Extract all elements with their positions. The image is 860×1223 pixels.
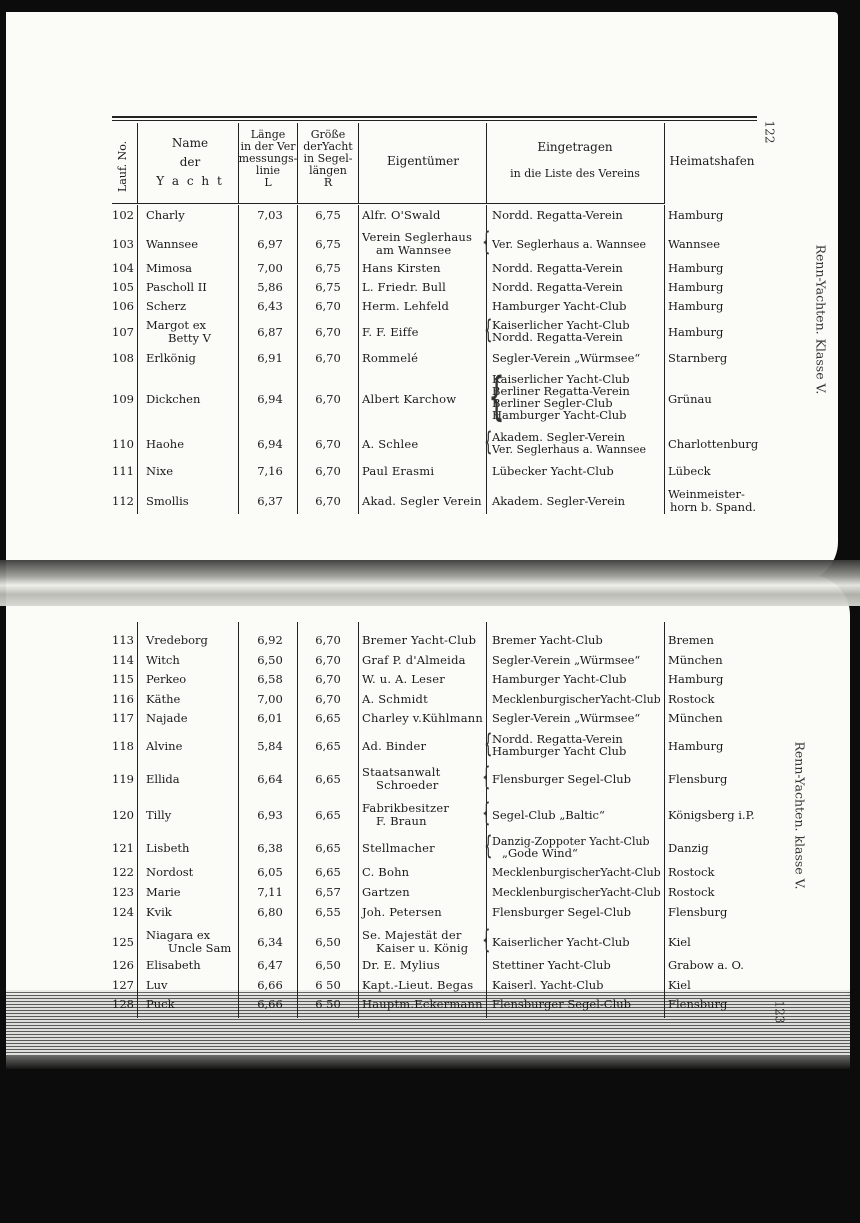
laenge-value: 6,94 (257, 391, 283, 406)
laenge-value: 6,66 (257, 997, 283, 1011)
lauf-no: 103 (112, 236, 134, 251)
page-edges-shadow (6, 1055, 850, 1069)
owner-name: Graf P. d'Almeida (362, 653, 466, 667)
groesse-value: 6,70 (315, 672, 341, 686)
owner-name: Albert Karchow (362, 391, 457, 406)
home-port: München (668, 711, 723, 725)
header-lauf-no: Lauf. No. (116, 140, 129, 192)
yacht-name: Witch (146, 653, 180, 667)
yacht-name: Käthe (146, 692, 181, 706)
top-rule-thin (112, 120, 757, 121)
page1-col-divider (297, 205, 298, 514)
page2-col-divider (358, 622, 359, 1018)
owner-name: Joh. Petersen (362, 905, 442, 919)
header-eigentuemer: Eigentümer (387, 154, 459, 168)
yacht-name: Charly (146, 208, 185, 222)
registered-club: Segler-Verein „Würmsee“ (492, 351, 641, 365)
laenge-value: 6,87 (257, 324, 283, 339)
lauf-no: 122 (112, 865, 134, 879)
header-name: Name (171, 136, 209, 150)
groesse-value: 6,65 (315, 840, 341, 855)
home-port: Starnberg (668, 351, 728, 365)
yacht-name: Dickchen (146, 391, 201, 406)
registered-club: Nordd. Regatta-Verein (492, 732, 623, 746)
registered-club: Kaiserlicher Yacht-Club (492, 372, 630, 386)
header-col-divider (238, 123, 239, 203)
yacht-name: Mimosa (146, 261, 193, 275)
groesse-value: 6,70 (315, 436, 341, 451)
yacht-name: Luv (146, 978, 168, 992)
lauf-no: 124 (112, 905, 134, 919)
registered-club: Segel-Club „Baltic“ (492, 807, 605, 822)
groesse-value: 6,65 (315, 771, 341, 786)
laenge-value: 7,00 (257, 692, 283, 706)
yacht-name: Puck (146, 997, 175, 1011)
lauf-no: 104 (112, 261, 134, 275)
owner-name: A. Schlee (362, 436, 419, 451)
registered-club: Kaiserl. Yacht-Club (492, 978, 604, 992)
laenge-value: 7,03 (257, 208, 283, 222)
lauf-no: 117 (112, 711, 134, 725)
yacht-name: Betty V (168, 331, 211, 345)
top-rule (112, 116, 757, 118)
lauf-no: 128 (112, 997, 134, 1011)
yacht-name: Marie (146, 885, 181, 899)
registered-club: Flensburger Segel-Club (492, 997, 632, 1011)
laenge-value: 5,86 (257, 280, 283, 294)
yacht-name: Najade (146, 711, 188, 725)
laenge-value: 5,84 (257, 738, 283, 753)
registered-club: Hamburger Yacht-Club (492, 299, 627, 313)
running-head-122: Renn-Yachten. Klasse V. (813, 244, 829, 395)
laenge-value: 6,94 (257, 436, 283, 451)
registered-club: Ver. Seglerhaus a. Wannsee (492, 443, 647, 456)
brace-mark: { (488, 367, 505, 427)
home-port: Weinmeister- (668, 487, 745, 501)
page2-col-divider (137, 622, 138, 1018)
groesse-value: 6,70 (315, 653, 341, 667)
registered-club: MecklenburgischerYacht-Club (492, 866, 661, 879)
registered-club: Kaiserlicher Yacht-Club (492, 318, 630, 332)
laenge-value: 6,05 (257, 865, 283, 879)
yacht-name: Erlkönig (146, 351, 196, 365)
page2-col-divider (664, 622, 665, 1018)
header-col-divider (297, 123, 298, 203)
owner-name: am Wannsee (376, 243, 452, 257)
lauf-no: 109 (112, 391, 134, 406)
owner-name: Kaiser u. König (376, 941, 469, 955)
home-port: Hamburg (668, 280, 724, 294)
home-port: horn b. Spand. (670, 500, 757, 514)
header-laenge: linie (255, 164, 281, 177)
page-number-123: 123 (772, 1000, 787, 1024)
home-port: Hamburg (668, 208, 724, 222)
owner-name: Stellmacher (362, 840, 435, 855)
header-groesse: Größe (310, 128, 346, 141)
groesse-value: 6,70 (315, 633, 341, 647)
brace-mark: { (482, 798, 491, 828)
header-col-divider (137, 123, 138, 203)
yacht-name: Niagara ex (146, 928, 211, 942)
lauf-no: 107 (112, 324, 134, 339)
header-groesse: R (323, 176, 333, 189)
groesse-value: 6 50 (315, 978, 341, 992)
header-laenge: L (264, 176, 272, 189)
groesse-value: 6,57 (315, 885, 341, 899)
yacht-name: Pascholl II (146, 280, 207, 294)
home-port: Rostock (668, 885, 715, 899)
owner-name: C. Bohn (362, 865, 410, 879)
home-port: Grünau (668, 391, 712, 406)
registered-club: Nordd. Regatta-Verein (492, 261, 623, 275)
brace-mark: { (482, 227, 491, 257)
home-port: Danzig (668, 840, 709, 855)
owner-name: F. Braun (376, 814, 427, 828)
lauf-no: 119 (112, 771, 134, 786)
owner-name: Verein Seglerhaus (362, 230, 473, 244)
registered-club: Kaiserlicher Yacht-Club (492, 934, 630, 949)
lauf-no: 114 (112, 653, 134, 667)
groesse-value: 6,70 (315, 324, 341, 339)
registered-club: „Gode Wind“ (502, 846, 578, 860)
owner-name: Akad. Segler Verein (362, 493, 482, 508)
owner-name: Bremer Yacht-Club (362, 633, 477, 647)
owner-name: Schroeder (376, 778, 439, 792)
owner-name: Paul Erasmi (362, 464, 435, 478)
groesse-value: 6,75 (315, 280, 341, 294)
yacht-name: Smollis (146, 493, 189, 508)
brace-mark: { (484, 729, 493, 759)
laenge-value: 6,92 (257, 633, 283, 647)
lauf-no: 127 (112, 978, 134, 992)
home-port: Hamburg (668, 261, 724, 275)
registered-club: Berliner Regatta-Verein (492, 384, 630, 398)
page1-col-divider (358, 205, 359, 514)
registered-club: Lübecker Yacht-Club (492, 464, 614, 478)
laenge-value: 6,97 (257, 236, 283, 251)
owner-name: Ad. Binder (362, 738, 427, 753)
home-port: Charlottenburg (668, 436, 759, 451)
header-heimatshafen: Heimatshafen (669, 154, 755, 168)
owner-name: W. u. A. Leser (362, 672, 445, 686)
page1-col-divider (664, 205, 665, 514)
yacht-name: Margot ex (146, 318, 206, 332)
registered-club: Nordd. Regatta-Verein (492, 280, 623, 294)
laenge-value: 7,16 (257, 464, 283, 478)
laenge-value: 6,93 (257, 807, 283, 822)
registered-club: MecklenburgischerYacht-Club (492, 886, 661, 899)
home-port: Rostock (668, 692, 715, 706)
lauf-no: 118 (112, 738, 134, 753)
yacht-name: Ellida (146, 771, 180, 786)
yacht-name: Elisabeth (146, 958, 201, 972)
owner-name: Charley v.Kühlmann (362, 711, 483, 725)
groesse-value: 6,50 (315, 958, 341, 972)
groesse-value: 6,70 (315, 692, 341, 706)
laenge-value: 6,91 (257, 351, 283, 365)
brace-mark: { (484, 427, 493, 457)
yacht-name: Uncle Sam (168, 941, 232, 955)
registered-club: Nordd. Regatta-Verein (492, 330, 623, 344)
home-port: Hamburg (668, 324, 724, 339)
laenge-value: 7,11 (257, 885, 283, 899)
registered-club: Hamburger Yacht-Club (492, 408, 627, 422)
laenge-value: 6,64 (257, 771, 283, 786)
header-laenge: Länge (250, 128, 286, 141)
running-head-123: Renn-Yachten. klasse V. (792, 741, 808, 890)
groesse-value: 6,75 (315, 261, 341, 275)
lauf-no: 120 (112, 807, 134, 822)
home-port: München (668, 653, 723, 667)
yacht-name: Lisbeth (146, 840, 190, 855)
registered-club: Nordd. Regatta-Verein (492, 208, 623, 222)
owner-name: L. Friedr. Bull (362, 280, 447, 294)
home-port: Flensburg (668, 997, 728, 1011)
groesse-value: 6 50 (315, 997, 341, 1011)
header-rule (112, 203, 665, 204)
home-port: Hamburg (668, 672, 724, 686)
home-port: Flensburg (668, 771, 728, 786)
registered-club: Segler-Verein „Würmsee“ (492, 653, 641, 667)
owner-name: Se. Majestät der (362, 928, 462, 942)
lauf-no: 123 (112, 885, 134, 899)
groesse-value: 6,75 (315, 208, 341, 222)
yacht-name: Kvik (146, 905, 172, 919)
registered-club: Akadem. Segler-Verein (492, 493, 626, 508)
header-groesse: längen (309, 164, 347, 177)
brace-mark: { (482, 762, 491, 792)
laenge-value: 7,00 (257, 261, 283, 275)
header-eingetragen-title: Eingetragen (537, 140, 613, 154)
registered-club: Segler-Verein „Würmsee“ (492, 711, 641, 725)
lauf-no: 111 (112, 464, 134, 478)
registered-club: Ver. Seglerhaus a. Wannsee (492, 237, 647, 251)
lauf-no: 105 (112, 280, 134, 294)
yacht-name: Nixe (146, 464, 174, 478)
home-port: Rostock (668, 865, 715, 879)
home-port: Kiel (668, 934, 691, 949)
registered-club: Berliner Segler-Club (492, 396, 613, 410)
registered-club: Akadem. Segler-Verein (492, 430, 626, 444)
yacht-name: Tilly (146, 807, 172, 822)
laenge-value: 6,38 (257, 840, 283, 855)
owner-name: Staatsanwalt (362, 765, 441, 779)
registered-club: Flensburger Segel-Club (492, 905, 632, 919)
groesse-value: 6,70 (315, 391, 341, 406)
owner-name: Hans Kirsten (362, 261, 441, 275)
lauf-no: 115 (112, 672, 134, 686)
brace-mark: { (484, 315, 493, 345)
owner-name: F. F. Eiffe (362, 324, 419, 339)
lauf-no: 121 (112, 840, 134, 855)
home-port: Flensburg (668, 905, 728, 919)
yacht-name: Nordost (146, 865, 194, 879)
header-name: Y a c h t (156, 174, 224, 188)
owner-name: A. Schmidt (362, 692, 428, 706)
page1-col-divider (137, 205, 138, 514)
page2-col-divider (238, 622, 239, 1018)
yacht-name: Wannsee (146, 236, 199, 251)
brace-mark: { (484, 831, 493, 861)
groesse-value: 6,70 (315, 464, 341, 478)
header-groesse: in Segel- (303, 152, 353, 165)
owner-name: Rommelé (362, 351, 419, 365)
header-laenge: in der Ver (240, 140, 296, 153)
laenge-value: 6,58 (257, 672, 283, 686)
laenge-value: 6,47 (257, 958, 283, 972)
owner-name: Kapt.-Lieut. Begas (362, 978, 474, 992)
lauf-no: 125 (112, 934, 134, 949)
owner-name: Herm. Lehfeld (362, 299, 450, 313)
groesse-value: 6,70 (315, 299, 341, 313)
lauf-no: 102 (112, 208, 134, 222)
registered-club: Stettiner Yacht-Club (492, 958, 611, 972)
laenge-value: 6,37 (257, 493, 283, 508)
book-gutter (0, 560, 860, 606)
header-name: der (179, 155, 201, 169)
home-port: Bremen (668, 633, 714, 647)
laenge-value: 6,43 (257, 299, 283, 313)
yacht-name: Alvine (146, 738, 183, 753)
laenge-value: 6,80 (257, 905, 283, 919)
home-port: Grabow a. O. (668, 958, 744, 972)
groesse-value: 6,75 (315, 236, 341, 251)
groesse-value: 6,65 (315, 738, 341, 753)
owner-name: Alfr. O'Swald (362, 208, 441, 222)
lauf-no: 126 (112, 958, 134, 972)
groesse-value: 6,70 (315, 351, 341, 365)
groesse-value: 6,65 (315, 711, 341, 725)
lauf-no: 113 (112, 633, 134, 647)
yacht-name: Perkeo (146, 672, 187, 686)
header-col-divider (358, 123, 359, 203)
groesse-value: 6,50 (315, 934, 341, 949)
groesse-value: 6,65 (315, 865, 341, 879)
page-number-122: 122 (762, 120, 777, 144)
laenge-value: 6,01 (257, 711, 283, 725)
home-port: Lübeck (668, 464, 711, 478)
laenge-value: 6,50 (257, 653, 283, 667)
yacht-name: Haohe (146, 436, 185, 451)
yacht-name: Scherz (146, 299, 187, 313)
page2-col-divider (297, 622, 298, 1018)
header-eingetragen-sub: in die Liste des Vereins (510, 167, 640, 180)
registered-club: MecklenburgischerYacht-Club (492, 693, 661, 706)
groesse-value: 6,70 (315, 493, 341, 508)
registered-club: Hamburger Yacht-Club (492, 672, 627, 686)
owner-name: Fabrikbesitzer (362, 801, 450, 815)
header-laenge: messungs- (238, 152, 298, 165)
lauf-no: 112 (112, 493, 134, 508)
home-port: Kiel (668, 978, 691, 992)
home-port: Hamburg (668, 299, 724, 313)
owner-name: Hauptm.Eckermann (362, 997, 483, 1011)
groesse-value: 6,55 (315, 905, 341, 919)
lauf-no: 110 (112, 436, 134, 451)
registered-club: Flensburger Segel-Club (492, 771, 632, 786)
lauf-no: 106 (112, 299, 134, 313)
registered-club: Danzig-Zoppoter Yacht-Club (492, 835, 650, 848)
owner-name: Dr. E. Mylius (362, 958, 441, 972)
header-groesse: derYacht (303, 140, 353, 153)
laenge-value: 6,34 (257, 934, 283, 949)
header-col-divider (486, 123, 487, 203)
home-port: Königsberg i.P. (668, 807, 755, 822)
owner-name: Gartzen (362, 885, 410, 899)
registered-club: Hamburger Yacht Club (492, 744, 627, 758)
registered-club: Bremer Yacht-Club (492, 633, 603, 647)
home-port: Hamburg (668, 738, 724, 753)
home-port: Wannsee (668, 236, 721, 251)
brace-mark: { (482, 925, 491, 955)
yacht-name: Vredeborg (146, 633, 208, 647)
laenge-value: 6,66 (257, 978, 283, 992)
lauf-no: 108 (112, 351, 134, 365)
header-col-divider (664, 123, 665, 203)
lauf-no: 116 (112, 692, 134, 706)
page1-col-divider (238, 205, 239, 514)
groesse-value: 6,65 (315, 807, 341, 822)
